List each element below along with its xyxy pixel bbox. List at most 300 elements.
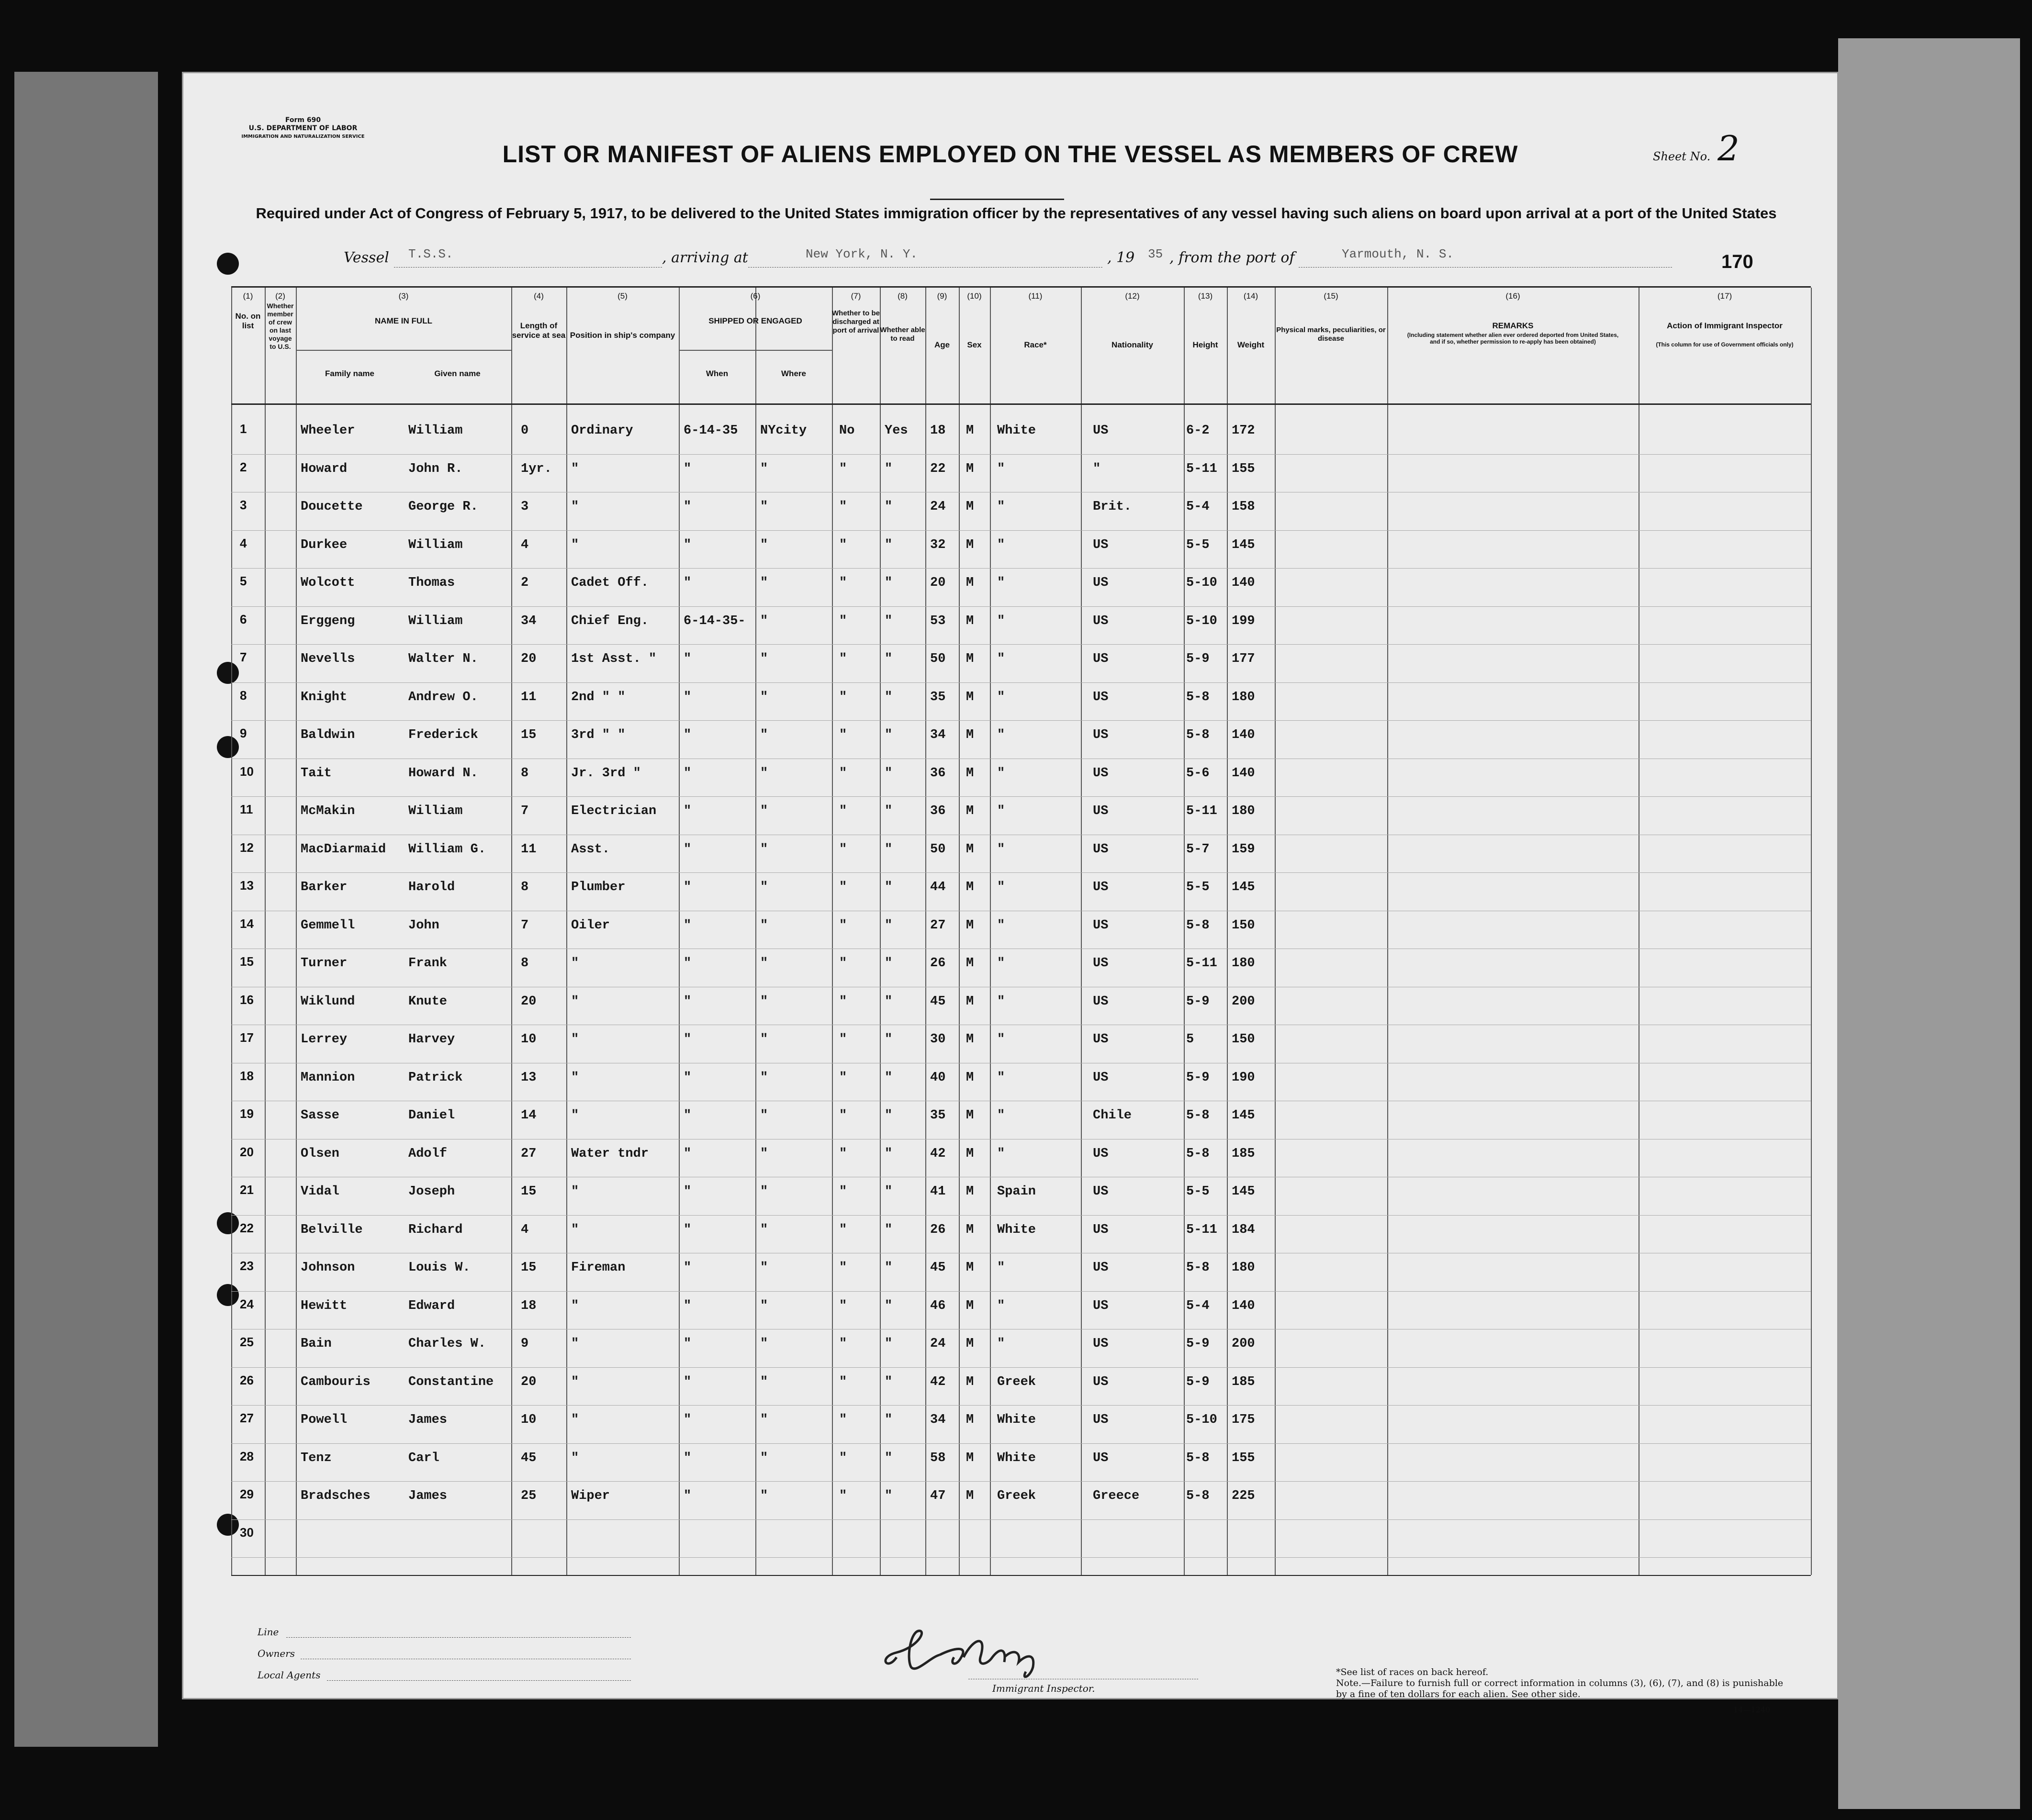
year-value: 35 xyxy=(1148,247,1163,261)
service-length-cell: 20 xyxy=(521,652,537,666)
service-length-cell: 3 xyxy=(521,500,529,514)
service-length-cell: 13 xyxy=(521,1070,537,1085)
read-cell: " xyxy=(885,1374,893,1389)
nationality-cell: US xyxy=(1093,1451,1109,1465)
nationality-cell: Brit. xyxy=(1093,500,1132,514)
family-name-cell: Wolcott xyxy=(301,576,355,590)
header-rule xyxy=(231,403,1811,405)
col-header-last-voyage: Whether member of crew on last voyage to U.S. xyxy=(267,302,294,350)
race-cell: White xyxy=(997,1413,1036,1427)
read-cell: " xyxy=(885,1489,893,1503)
weight-cell: 185 xyxy=(1232,1146,1255,1161)
race-cell: Greek xyxy=(997,1489,1036,1503)
age-cell: 45 xyxy=(930,994,946,1009)
owners-label: Owners xyxy=(258,1648,295,1659)
position-cell: Asst. xyxy=(571,842,610,857)
weight-cell: 140 xyxy=(1232,1298,1255,1313)
position-cell: " xyxy=(571,1298,579,1313)
discharged-cell: " xyxy=(839,1261,847,1275)
race-cell: " xyxy=(997,1146,1005,1161)
sex-cell: M xyxy=(966,690,974,704)
position-cell: " xyxy=(571,500,579,514)
row-number: 10 xyxy=(240,764,254,779)
position-cell: Oiler xyxy=(571,918,610,933)
family-name-cell: Durkee xyxy=(301,537,348,552)
position-cell: 3rd " " xyxy=(571,728,626,742)
binder-hole xyxy=(217,253,239,275)
row-number: 8 xyxy=(240,688,247,703)
shipped-when-cell: " xyxy=(684,956,692,971)
position-cell: Electrician xyxy=(571,804,657,818)
family-name-cell: Turner xyxy=(301,956,348,971)
age-cell: 34 xyxy=(930,1413,946,1427)
read-cell: " xyxy=(885,1032,893,1047)
row-number: 28 xyxy=(240,1449,254,1463)
shipped-when-cell: " xyxy=(684,576,692,590)
height-cell: 5-8 xyxy=(1186,918,1210,933)
department-name: U.S. DEPARTMENT OF LABOR xyxy=(248,124,358,132)
age-cell: 46 xyxy=(930,1298,946,1313)
service-length-cell: 1yr. xyxy=(521,461,552,476)
service-length-cell: 0 xyxy=(521,424,529,438)
given-name-cell: Knute xyxy=(408,994,448,1009)
height-cell: 5-8 xyxy=(1186,1146,1210,1161)
read-cell: " xyxy=(885,1108,893,1123)
from-port-label: , from the port of xyxy=(1169,249,1295,266)
sex-cell: M xyxy=(966,804,974,818)
shipped-when-cell: " xyxy=(684,652,692,666)
nationality-cell: US xyxy=(1093,424,1109,438)
age-cell: 35 xyxy=(930,1108,946,1123)
row-number: 2 xyxy=(240,459,247,474)
height-cell: 5-9 xyxy=(1186,1374,1210,1389)
sex-cell: M xyxy=(966,1261,974,1275)
height-cell: 5-8 xyxy=(1186,1108,1210,1123)
form-header xyxy=(241,116,365,141)
service-length-cell: 20 xyxy=(521,1374,537,1389)
given-name-cell: Andrew O. xyxy=(408,690,478,704)
position-cell: " xyxy=(571,1222,579,1237)
age-cell: 50 xyxy=(930,652,946,666)
col-num-11: (11) xyxy=(1028,291,1043,301)
sex-cell: M xyxy=(966,766,974,781)
discharged-cell: " xyxy=(839,1146,847,1161)
weight-cell: 200 xyxy=(1232,994,1255,1009)
position-cell: Wiper xyxy=(571,1489,610,1503)
shipped-where-cell: " xyxy=(760,576,768,590)
read-cell: " xyxy=(885,537,893,552)
service-length-cell: 18 xyxy=(521,1298,537,1313)
given-name-cell: William G. xyxy=(408,842,486,857)
nationality-cell: US xyxy=(1093,728,1109,742)
race-cell: " xyxy=(997,804,1005,818)
discharged-cell: " xyxy=(839,1184,847,1199)
read-cell: " xyxy=(885,1298,893,1313)
position-cell: Plumber xyxy=(571,880,626,894)
family-name-cell: Bradsches xyxy=(301,1489,370,1503)
service-length-cell: 11 xyxy=(521,690,537,704)
col-num-7: (7) xyxy=(851,291,861,301)
manifest-sheet xyxy=(182,72,1839,1714)
title-underline xyxy=(930,199,1064,200)
row-number: 5 xyxy=(240,574,247,588)
given-name-cell: Harvey xyxy=(408,1032,455,1047)
shipped-where-cell: " xyxy=(760,1374,768,1389)
nationality-cell: US xyxy=(1093,1298,1109,1313)
position-cell: " xyxy=(571,1108,579,1123)
weight-cell: 145 xyxy=(1232,1184,1255,1199)
sex-cell: M xyxy=(966,728,974,742)
age-cell: 50 xyxy=(930,842,946,857)
read-cell: " xyxy=(885,614,893,628)
family-name-cell: MacDiarmaid xyxy=(301,842,386,857)
service-length-cell: 15 xyxy=(521,728,537,742)
shipped-when-cell: " xyxy=(684,1298,692,1313)
shipped-where-cell: " xyxy=(760,956,768,971)
weight-cell: 190 xyxy=(1232,1070,1255,1085)
row-number: 13 xyxy=(240,878,254,893)
discharged-cell: " xyxy=(839,1108,847,1123)
vessel-rule xyxy=(394,267,662,268)
nationality-cell: US xyxy=(1093,918,1109,933)
col-header-given-name: Given name xyxy=(434,369,481,378)
family-name-cell: Tait xyxy=(301,766,332,781)
discharged-cell: " xyxy=(839,728,847,742)
crew-manifest-table xyxy=(231,286,1811,1576)
age-cell: 45 xyxy=(930,1261,946,1275)
shipped-when-cell: " xyxy=(684,1374,692,1389)
nationality-cell: US xyxy=(1093,880,1109,894)
given-name-cell: George R. xyxy=(408,500,478,514)
discharged-cell: " xyxy=(839,956,847,971)
shipped-when-cell: " xyxy=(684,1261,692,1275)
row-number: 11 xyxy=(240,802,253,816)
row-number: 24 xyxy=(240,1296,254,1311)
read-cell: " xyxy=(885,728,893,742)
shipped-when-cell: " xyxy=(684,1222,692,1237)
age-cell: 35 xyxy=(930,690,946,704)
shipped-where-cell: " xyxy=(760,728,768,742)
race-cell: " xyxy=(997,1032,1005,1047)
height-cell: 5-10 xyxy=(1186,576,1217,590)
discharged-cell: " xyxy=(839,652,847,666)
weight-cell: 175 xyxy=(1232,1413,1255,1427)
shipped-when-cell: " xyxy=(684,842,692,857)
agents-rule xyxy=(327,1680,631,1681)
col-num-6: (6) xyxy=(750,291,761,301)
weight-cell: 140 xyxy=(1232,728,1255,742)
given-name-cell: Carl xyxy=(408,1451,439,1465)
service-length-cell: 11 xyxy=(521,842,537,857)
row-number: 19 xyxy=(240,1106,254,1121)
given-name-cell: Constantine xyxy=(408,1374,494,1389)
position-cell: 2nd " " xyxy=(571,690,626,704)
position-cell: " xyxy=(571,1413,579,1427)
height-cell: 5-5 xyxy=(1186,880,1210,894)
given-name-cell: William xyxy=(408,537,463,552)
sheet-number: 2 xyxy=(1718,128,1740,168)
shipped-where-cell: " xyxy=(760,537,768,552)
shipped-where-cell: " xyxy=(760,1146,768,1161)
read-cell: " xyxy=(885,766,893,781)
height-cell: 5-7 xyxy=(1186,842,1210,857)
col-num-1: (1) xyxy=(243,291,253,301)
position-cell: Cadet Off. xyxy=(571,576,649,590)
position-cell: " xyxy=(571,994,579,1009)
sex-cell: M xyxy=(966,956,974,971)
col-num-16: (16) xyxy=(1505,291,1520,301)
family-name-cell: Nevells xyxy=(301,652,355,666)
col-header-physical-marks: Physical marks, peculiarities, or disease xyxy=(1276,326,1386,343)
col-header-shipped: SHIPPED OR ENGAGED xyxy=(708,316,802,325)
given-name-cell: Daniel xyxy=(408,1108,455,1123)
height-cell: 5-11 xyxy=(1186,461,1217,476)
sex-cell: M xyxy=(966,918,974,933)
col-header-position: Position in ship's company xyxy=(570,331,675,340)
family-name-cell: Wheeler xyxy=(301,424,355,438)
sex-cell: M xyxy=(966,1032,974,1047)
discharged-cell: " xyxy=(839,1374,847,1389)
discharged-cell: " xyxy=(839,842,847,857)
read-cell: " xyxy=(885,1261,893,1275)
shipped-where-cell: " xyxy=(760,994,768,1009)
family-name-cell: Tenz xyxy=(301,1451,332,1465)
line-label: Line xyxy=(258,1626,279,1638)
row-number: 23 xyxy=(240,1259,254,1273)
given-name-cell: James xyxy=(408,1413,448,1427)
race-cell: " xyxy=(997,652,1005,666)
shipped-where-cell: " xyxy=(760,918,768,933)
service-length-cell: 8 xyxy=(521,766,529,781)
family-name-cell: Vidal xyxy=(301,1184,340,1199)
age-cell: 44 xyxy=(930,880,946,894)
position-cell: Water tndr xyxy=(571,1146,649,1161)
family-name-cell: Bain xyxy=(301,1337,332,1351)
height-cell: 5-5 xyxy=(1186,537,1210,552)
nationality-cell: US xyxy=(1093,994,1109,1009)
inspector-signature xyxy=(877,1629,1107,1681)
vessel-value: T.S.S. xyxy=(408,247,453,261)
shipped-where-cell: " xyxy=(760,1108,768,1123)
given-name-cell: Patrick xyxy=(408,1070,463,1085)
service-length-cell: 2 xyxy=(521,576,529,590)
read-cell: " xyxy=(885,690,893,704)
family-name-cell: Lerrey xyxy=(301,1032,348,1047)
race-cell: " xyxy=(997,918,1005,933)
row-number: 6 xyxy=(240,612,247,626)
shipped-where-cell: " xyxy=(760,842,768,857)
sex-cell: M xyxy=(966,842,974,857)
col-header-nationality: Nationality xyxy=(1111,340,1153,349)
position-cell: " xyxy=(571,956,579,971)
family-name-cell: Sasse xyxy=(301,1108,340,1123)
position-cell: " xyxy=(571,1070,579,1085)
nationality-cell: US xyxy=(1093,1374,1109,1389)
sex-cell: M xyxy=(966,500,974,514)
family-name-cell: Cambouris xyxy=(301,1374,370,1389)
shipped-when-cell: " xyxy=(684,994,692,1009)
discharged-cell: " xyxy=(839,1413,847,1427)
stamp-number: 170 xyxy=(1721,251,1753,272)
given-name-cell: Thomas xyxy=(408,576,455,590)
nationality-cell: US xyxy=(1093,956,1109,971)
local-agents-label: Local Agents xyxy=(258,1669,321,1681)
position-cell: Chief Eng. xyxy=(571,614,649,628)
read-cell: " xyxy=(885,500,893,514)
service-length-cell: 8 xyxy=(521,956,529,971)
read-cell: " xyxy=(885,1337,893,1351)
nationality-cell: US xyxy=(1093,576,1109,590)
row-number: 18 xyxy=(240,1068,254,1083)
race-cell: " xyxy=(997,766,1005,781)
sex-cell: M xyxy=(966,994,974,1009)
given-name-cell: Charles W. xyxy=(408,1337,486,1351)
row-number: 7 xyxy=(240,650,247,664)
position-cell: " xyxy=(571,1032,579,1047)
nationality-cell: Greece xyxy=(1093,1489,1140,1503)
read-cell: " xyxy=(885,1413,893,1427)
sex-cell: M xyxy=(966,1222,974,1237)
read-cell: " xyxy=(885,1070,893,1085)
read-cell: " xyxy=(885,461,893,476)
given-name-cell: Louis W. xyxy=(408,1261,471,1275)
position-cell: " xyxy=(571,1184,579,1199)
age-cell: 27 xyxy=(930,918,946,933)
row-number: 9 xyxy=(240,726,247,740)
service-length-cell: 15 xyxy=(521,1184,537,1199)
race-cell: Spain xyxy=(997,1184,1036,1199)
col-header-no-on-list: No. on list xyxy=(235,312,261,330)
read-cell: " xyxy=(885,880,893,894)
row-number: 3 xyxy=(240,498,247,512)
read-cell: " xyxy=(885,804,893,818)
discharged-cell: " xyxy=(839,690,847,704)
sex-cell: M xyxy=(966,461,974,476)
given-name-cell: William xyxy=(408,614,463,628)
read-cell: " xyxy=(885,576,893,590)
age-cell: 22 xyxy=(930,461,946,476)
given-name-cell: John R. xyxy=(408,461,463,476)
discharged-cell: " xyxy=(839,1489,847,1503)
shipped-when-cell: " xyxy=(684,1184,692,1199)
weight-cell: 184 xyxy=(1232,1222,1255,1237)
discharged-cell: " xyxy=(839,1032,847,1047)
read-cell: " xyxy=(885,918,893,933)
nationality-cell: US xyxy=(1093,1413,1109,1427)
shipped-when-cell: " xyxy=(684,500,692,514)
col-num-5: (5) xyxy=(617,291,628,301)
shipped-where-cell: " xyxy=(760,1413,768,1427)
vessel-label: Vessel xyxy=(344,249,389,266)
shipped-where-cell: " xyxy=(760,1489,768,1503)
shipped-where-cell: " xyxy=(760,500,768,514)
races-note: *See list of races on back hereof. xyxy=(1336,1667,1489,1677)
race-cell: " xyxy=(997,842,1005,857)
family-name-cell: Howard xyxy=(301,461,348,476)
nationality-cell: US xyxy=(1093,690,1109,704)
document-subtitle: Required under Act of Congress of February 5, 1917, to be delivered to the United States immigration officer by the representatives of any vessel having such aliens on board upon arrival at a port of the United States xyxy=(256,205,1777,222)
shipped-when-cell: 6-14-35- xyxy=(684,614,746,628)
weight-cell: 180 xyxy=(1232,956,1255,971)
arriving-rule xyxy=(748,267,1102,268)
shipped-where-cell: " xyxy=(760,804,768,818)
col-header-sex: Sex xyxy=(967,340,982,349)
race-cell: " xyxy=(997,461,1005,476)
service-length-cell: 8 xyxy=(521,880,529,894)
service-length-cell: 34 xyxy=(521,614,537,628)
family-name-cell: Doucette xyxy=(301,500,363,514)
sex-cell: M xyxy=(966,614,974,628)
service-length-cell: 4 xyxy=(521,1222,529,1237)
age-cell: 53 xyxy=(930,614,946,628)
row-number: 4 xyxy=(240,536,247,550)
position-cell: " xyxy=(571,537,579,552)
family-name-cell: Erggeng xyxy=(301,614,355,628)
service-length-cell: 15 xyxy=(521,1261,537,1275)
race-cell: " xyxy=(997,880,1005,894)
family-name-cell: Belville xyxy=(301,1222,363,1237)
service-length-cell: 14 xyxy=(521,1108,537,1123)
discharged-cell: " xyxy=(839,1070,847,1085)
shipped-where-cell: NYcity xyxy=(760,424,807,438)
sex-cell: M xyxy=(966,1146,974,1161)
position-cell: " xyxy=(571,1451,579,1465)
col-header-age: Age xyxy=(934,340,950,349)
given-name-cell: Edward xyxy=(408,1298,455,1313)
shipped-where-cell: " xyxy=(760,1337,768,1351)
family-name-cell: Hewitt xyxy=(301,1298,348,1313)
col-header-where: Where xyxy=(781,369,806,378)
shipped-where-cell: " xyxy=(760,1184,768,1199)
nationality-cell: US xyxy=(1093,652,1109,666)
shipped-where-cell: " xyxy=(760,652,768,666)
given-name-cell: Harold xyxy=(408,880,455,894)
weight-cell: 145 xyxy=(1232,1108,1255,1123)
height-cell: 5-10 xyxy=(1186,1413,1217,1427)
shipped-where-cell: " xyxy=(760,461,768,476)
read-cell: " xyxy=(885,1451,893,1465)
col-header-when: When xyxy=(706,369,729,378)
position-cell: 1st Asst. " xyxy=(571,652,657,666)
race-cell: " xyxy=(997,690,1005,704)
height-cell: 6-2 xyxy=(1186,424,1210,438)
weight-cell: 150 xyxy=(1232,1032,1255,1047)
race-cell: " xyxy=(997,614,1005,628)
shipped-when-cell: " xyxy=(684,1032,692,1047)
sex-cell: M xyxy=(966,1374,974,1389)
given-name-cell: Joseph xyxy=(408,1184,455,1199)
height-cell: 5-8 xyxy=(1186,1261,1210,1275)
height-cell: 5-8 xyxy=(1186,1451,1210,1465)
race-cell: " xyxy=(997,1108,1005,1123)
footnote xyxy=(1336,1667,1796,1700)
read-cell: " xyxy=(885,1222,893,1237)
col-num-12: (12) xyxy=(1125,291,1140,301)
given-name-cell: Walter N. xyxy=(408,652,478,666)
discharged-cell: " xyxy=(839,1222,847,1237)
height-cell: 5-9 xyxy=(1186,652,1210,666)
shipped-when-cell: " xyxy=(684,690,692,704)
given-name-cell: Adolf xyxy=(408,1146,448,1161)
col-header-inspector-note: (This column for use of Government officials only) xyxy=(1656,341,1794,348)
sex-cell: M xyxy=(966,652,974,666)
adjacent-page-left xyxy=(14,72,158,1747)
weight-cell: 140 xyxy=(1232,766,1255,781)
form-code: 14—1240 xyxy=(1733,1705,1771,1714)
given-name-cell: Howard N. xyxy=(408,766,478,781)
col-header-name: NAME IN FULL xyxy=(375,316,432,325)
given-name-cell: Richard xyxy=(408,1222,463,1237)
